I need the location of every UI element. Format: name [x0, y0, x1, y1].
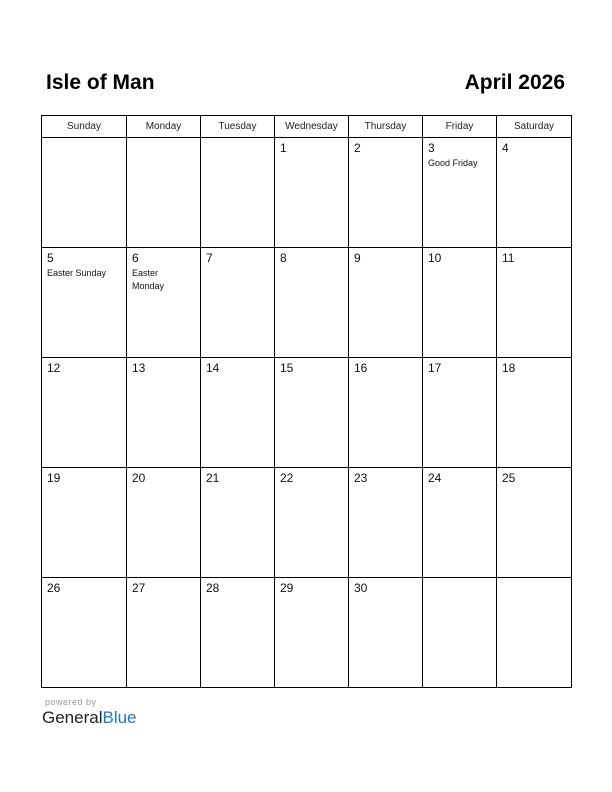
day-cell — [201, 358, 275, 468]
day-number: 30 — [354, 581, 368, 595]
week-row — [42, 358, 572, 468]
day-number: 11 — [502, 251, 515, 265]
day-cell — [42, 468, 127, 578]
day-number: 4 — [502, 141, 509, 155]
generalblue-logo — [42, 708, 137, 728]
day-number: 20 — [132, 471, 146, 485]
weekday-header-row — [42, 116, 572, 138]
day-cell — [42, 248, 127, 358]
holiday-label: Easter Monday — [132, 268, 165, 291]
day-number: 29 — [280, 581, 294, 595]
day-number: 10 — [428, 251, 442, 265]
day-number: 26 — [47, 581, 61, 595]
day-cell — [275, 248, 349, 358]
day-cell — [423, 138, 497, 248]
weekday-header: Tuesday — [201, 116, 275, 138]
day-cell — [127, 578, 201, 688]
week-row — [42, 468, 572, 578]
day-cell — [497, 358, 572, 468]
day-number: 12 — [47, 361, 61, 375]
day-cell — [127, 248, 201, 358]
day-cell — [349, 578, 423, 688]
day-cell — [201, 468, 275, 578]
day-cell — [275, 468, 349, 578]
day-number: 16 — [354, 361, 368, 375]
day-cell — [349, 248, 423, 358]
month-title: April 2026 — [464, 71, 565, 94]
day-cell — [497, 468, 572, 578]
day-cell — [423, 358, 497, 468]
day-cell — [423, 248, 497, 358]
holiday-label: Good Friday — [428, 158, 478, 168]
day-number: 15 — [280, 361, 294, 375]
day-number: 8 — [280, 251, 287, 265]
day-cell — [42, 358, 127, 468]
day-number: 17 — [428, 361, 442, 375]
weekday-header: Monday — [127, 116, 201, 138]
day-number: 3 — [428, 141, 435, 155]
day-number: 1 — [280, 141, 287, 155]
day-cell — [349, 138, 423, 248]
region-title: Isle of Man — [46, 71, 155, 94]
powered-by-text: powered by — [45, 697, 97, 707]
day-number: 23 — [354, 471, 368, 485]
logo-text-general: General — [42, 708, 103, 727]
day-number: 6 — [132, 251, 139, 265]
day-cell — [275, 358, 349, 468]
week-row — [42, 578, 572, 688]
day-number: 9 — [354, 251, 361, 265]
weekday-header: Wednesday — [275, 116, 349, 138]
weekday-header: Friday — [423, 116, 497, 138]
logo-text-blue: Blue — [102, 708, 137, 727]
day-number: 5 — [47, 251, 54, 265]
day-cell — [201, 138, 275, 248]
day-cell — [42, 138, 127, 248]
day-cell — [349, 358, 423, 468]
weekday-header: Saturday — [497, 116, 572, 138]
day-number: 25 — [502, 471, 516, 485]
day-cell — [423, 578, 497, 688]
day-number: 18 — [502, 361, 516, 375]
day-number: 24 — [428, 471, 442, 485]
day-cell — [349, 468, 423, 578]
day-cell — [423, 468, 497, 578]
day-number: 22 — [280, 471, 294, 485]
day-cell — [497, 138, 572, 248]
day-number: 13 — [132, 361, 146, 375]
day-cell — [127, 358, 201, 468]
day-cell — [201, 248, 275, 358]
day-number: 7 — [206, 251, 213, 265]
day-number: 28 — [206, 581, 220, 595]
day-number: 27 — [132, 581, 146, 595]
day-cell — [42, 578, 127, 688]
calendar-grid — [41, 115, 572, 688]
weekday-header: Sunday — [42, 116, 127, 138]
day-cell — [127, 468, 201, 578]
day-number: 2 — [354, 141, 361, 155]
holiday-label: Easter Sunday — [47, 268, 107, 278]
day-number: 14 — [206, 361, 220, 375]
day-cell — [127, 138, 201, 248]
day-number: 19 — [47, 471, 61, 485]
weekday-header: Thursday — [349, 116, 423, 138]
day-cell — [201, 578, 275, 688]
week-row — [42, 138, 572, 248]
day-number: 21 — [206, 471, 220, 485]
day-cell — [275, 578, 349, 688]
day-cell — [497, 578, 572, 688]
week-row — [42, 248, 572, 358]
day-cell — [497, 248, 572, 358]
day-cell — [275, 138, 349, 248]
